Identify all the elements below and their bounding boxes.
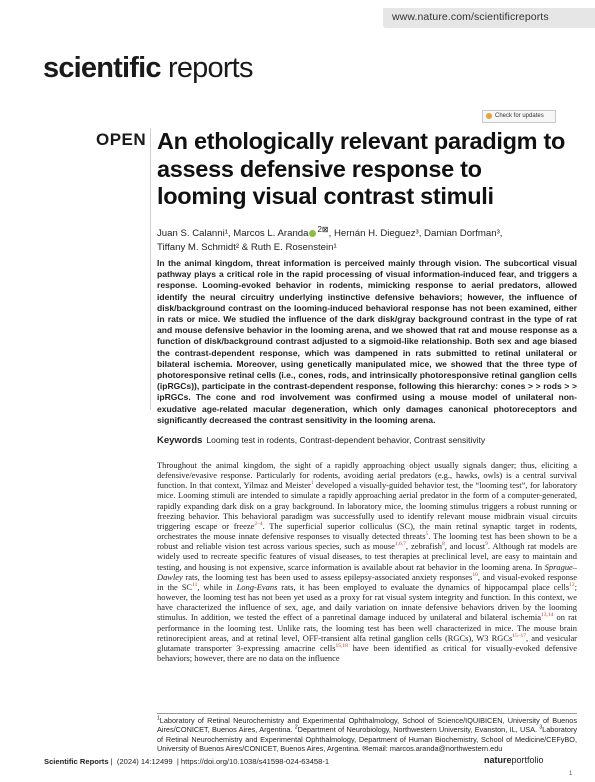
keywords: Looming test in rodents, Contrast-dependent behavior, Contrast sensitivity	[206, 435, 486, 445]
publisher-logo: natureportfolio	[484, 755, 544, 765]
orcid-icon[interactable]	[309, 230, 316, 237]
open-access-label: OPEN	[96, 130, 147, 149]
correspondence-email[interactable]: email: marcos.aranda@northwestern.edu	[368, 744, 503, 754]
update-icon	[486, 113, 492, 119]
abstract: In the animal kingdom, threat information is perceived mainly through vision. The subcortical visual pathway plays a critical role in the rapid processing of visual information-induced fear, and triggers a response. Looming-evoked behavior in rodents, mimicking response to aerial predators, allowed identify the neural circuitry underlying instinctive defensive behaviors; however, the influence of disk/background contrast on the looming-induced behavioral response has not been examined, either in rats or mice. We studied the influence of the dark disk/gray background contrast in the type of rat and mouse defensive behavior in the looming arena, and we showed that rat and mouse response as a function of disk/background contrast adjusted to a sigmoid-like relationship. Both sex and age biased the contrast-dependent response, which was dampened in rats submitted to retinal unilateral or bilateral ischemia. Moreover, using genetically manipulated mice, we showed that the three type of photoresponsive retinal cells (i.e., cones, rods, and intrinsically photoresponsive retinal ganglion cells (ipRGCs)), participate in the contrast-dependent response, following this hierarchy: cones > > rods > > ipRGCs. The cone and rod involvement was confirmed using a mouse model of unilateral non-exudative age-related macular degeneration, which only damages canonical photoreceptors and significantly decreased the contrast sensitivity in the looming arena.	[157, 258, 577, 425]
affiliations: $^1$Laboratory of Retinal Neurochemistry and Experimental Ophthalmology, School of Science/IQUIBICEN, University of Buenos Aires/CONICET, Buenos Aires, Argentina. $^2$Department of Neurobiology, Northwestern University, Evanston, IL, USA. $^3$Laboratory of Retinal Neurochemistry and Experimental Ophthalmology, Department of Human Biochemistry, School of Medicine/CEFyBO, University of Buenos Aires/CONICET, Buenos Aires, Argentina. ✉email: marcos.aranda@northwestern.edu	[157, 715, 578, 754]
header-divider	[150, 128, 151, 410]
keywords-row	[157, 435, 577, 446]
journal-logo: scientific reports	[43, 52, 253, 84]
journal-url[interactable]: www.nature.com/scientificreports	[392, 11, 549, 23]
affiliation-divider	[157, 713, 577, 714]
page-number: 1	[569, 771, 573, 777]
body-paragraph: Throughout the animal kingdom, the sight of a rapidly approaching object usually signals danger; thus, eliciting a defensive/evasive response. Particularly for rodents, avoiding aerial predators (e.g., hawks, owls) is a central survival function. In that context, Yilmaz and Meister$^1$ developed a visually-guided behavior test, the “looming test”, for laboratory mice. Looming stimuli are intended to simulate a rapidly approaching aerial predator in the form of a computer-generated, rapidly expanding dark disk on a gray background. In laboratory mice, the looming stimulus triggers a robust running or freezing behavior. This behavioral paradigm was successfully used to identify relevant mouse midbrain visual circuits triggering escape or freeze$^{2-4}$. The superficial superior colliculus (SC), the main retinal synaptic target in rodents, orchestrates the mouse innate defensive responses to visually detected threats$^5$. The looming test has been shown to be a robust and reliable vision test across various species, such as mouse$^{1,6,7}$, zebrafish$^8$, and locust$^9$. Although rat models are widely used to recreate specific features of visual diseases, to test therapies at preclinical level, are easy to maintain and testing, and housing is not expensive, scarce information is available about rat behavior in the looming arena. In Sprague–Dawley rats, the looming test has been used to assess epilepsy-associated anxiety responses$^{10}$, and visual-evoked response in the SC$^{11}$, while in Long-Evans rats, it has been employed to evaluate the dynamics of hippocampal place cells$^{12}$; however, the looming test has not been yet used as a proxy for rat visual system integrity and function. In this context, we have characterized the influence of sex, age, and daily variation on innate defensive behaviors driven by the looming stimulus. In addition, we tested the effect of a panretinal damage induced by unilateral and bilateral ischemia$^{13,14}$ on rat performance in the looming test. Unlike rats, the looming test has been well characterized in mice. The mouse brain retinorecipient areas, and at retinal level, OFF-transient alfa retinal ganglion cells (RGCs), W3 RGCs$^{15-17}$, and vesicular glutamate transporter 3-expressing amacrine cells$^{15,18}$ have been identified as critical for visually-evoked defensive behaviors; however, there are no data on the influence	[157, 460, 578, 663]
url-bar[interactable]	[383, 8, 595, 28]
check-updates-label: Check for updates	[495, 113, 544, 119]
envelope-icon: ✉	[362, 744, 369, 754]
doi-link[interactable]: https://doi.org/10.1038/s41598-024-63458-1	[180, 757, 330, 766]
check-updates-badge[interactable]	[482, 110, 556, 123]
keywords-label: Keywords	[157, 435, 203, 446]
footer-citation: Scientific Reports | (2024) 14:12499 | https://doi.org/10.1038/s41598-024-63458-1	[44, 757, 330, 766]
article-title: An ethologically relevant paradigm to assess defensive response to looming visual contrast stimuli	[157, 128, 566, 209]
author-list: Juan S. Calanni¹, Marcos L. Aranda $^{2⊠}$, Hernán H. Dieguez³, Damian Dorfman³, Tiffany M. Schmidt² & Ruth E. Rosenstein¹	[157, 225, 503, 253]
